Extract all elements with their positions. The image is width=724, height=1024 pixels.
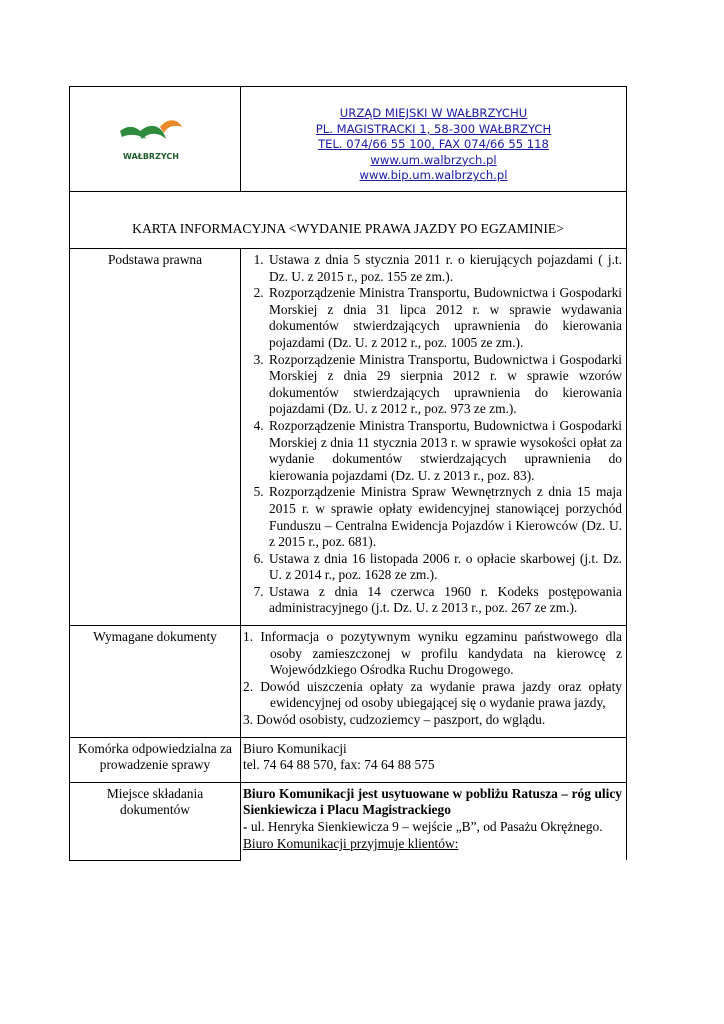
office-address-line: [243, 819, 622, 836]
logo-cell: [70, 87, 241, 192]
submission-place-label: Miejsce składania dokumentów: [70, 782, 241, 860]
required-doc-item: 1. Informacja o pozytywnym wyniku egzaminu państwowego dla osoby zamieszczonej w profilu kandydata na kierowcę z Wojewódzkiego Ośrodka Ruchu Drogowego.: [243, 629, 622, 678]
legal-basis-item: 3. Rozporządzenie Ministra Transportu, Budownictwa i Gospodarki Morskiej z dnia 29 sierpnia 2012 r. w sprawie wzorów dokumentów stwierdzających uprawnienia do kierowania pojazdami (Dz. U. z 2012 r., poz. 973 ze zm.).: [267, 352, 622, 418]
address-dash: -: [243, 819, 251, 834]
legal-basis-item: 5. Rozporządzenie Ministra Spraw Wewnętrznych z dnia 15 maja 2015 r. w sprawie opłaty ewidencyjnej stanowiącej porzychód Funduszu – Centralna Ewidencja Pojazdów i Kierowców (Dz. U. z 2015 r., poz. 681).: [267, 484, 622, 550]
legal-basis-list: [243, 252, 622, 617]
legal-basis-item: 6. Ustawa z dnia 16 listopada 2006 r. o opłacie skarbowej (j.t. Dz. U. z 2014 r., poz. 1628 ze zm.).: [267, 551, 622, 584]
office-hours-heading: Biuro Komunikacji przyjmuje klientów:: [243, 835, 459, 851]
legal-basis-item: 2. Rozporządzenie Ministra Transportu, Budownictwa i Gospodarki Morskiej z dnia 31 lipca 2012 r. w sprawie wydawania dokumentów stwierdzających uprawnienia do kierowania pojazdami (Dz. U. z 2012 r., poz. 1005 ze zm.).: [267, 285, 622, 351]
unit-contact: tel. 74 64 88 570, fax: 74 64 88 575: [243, 757, 435, 773]
legal-basis-item: 7. Ustawa z dnia 14 czerwca 1960 r. Kodeks postępowania administracyjnego (j.t. Dz. U. z 2013 r., poz. 267 ze zm.).: [267, 584, 622, 617]
svg-text:WAŁBRZYCH: WAŁBRZYCH: [123, 152, 179, 161]
required-docs-content: [241, 626, 627, 738]
responsible-unit-label: Komórka odpowiedzialna za prowadzenie sprawy: [70, 737, 241, 782]
responsible-unit-content: [241, 737, 627, 782]
website-link[interactable]: www.um.walbrzych.pl: [370, 152, 497, 167]
submission-place-content: [241, 782, 627, 860]
info-card-table: [69, 86, 627, 861]
legal-basis-item: 4. Rozporządzenie Ministra Transportu, Budownictwa i Gospodarki Morskiej z dnia 11 stycznia 2013 r. w sprawie wysokości opłat za wydanie dokumentów stwierdzających uprawnienia do kierowania pojazdami (Dz. U. z 2013 r., poz. 83).: [267, 418, 622, 484]
walbrzych-logo: [116, 113, 186, 171]
required-docs-label: Wymagane dokumenty: [70, 626, 241, 738]
submission-place-row: [70, 782, 627, 860]
title-row: [70, 192, 627, 249]
office-name-link[interactable]: URZĄD MIEJSKI W WAŁBRZYCHU: [339, 106, 528, 120]
office-address-link[interactable]: PL. MAGISTRACKI 1, 58-300 WAŁBRZYCH: [315, 121, 552, 136]
required-docs-row: [70, 626, 627, 738]
responsible-unit-row: [70, 737, 627, 782]
legal-basis-label: Podstawa prawna: [70, 249, 241, 626]
header-row: [70, 87, 627, 192]
title-cell: [70, 192, 627, 249]
bip-link[interactable]: www.bip.um.walbrzych.pl: [359, 168, 508, 183]
required-doc-item: 2. Dowód uiszczenia opłaty za wydanie prawa jazdy oraz opłaty ewidencyjnej od osoby ubiegającej się o wydanie prawa jazdy,: [243, 678, 622, 711]
legal-basis-row: [70, 249, 627, 626]
office-phone-link[interactable]: TEL. 074/66 55 100, FAX 074/66 55 118: [318, 137, 549, 152]
office-location: Biuro Komunikacji jest usytuowane w pobliżu Ratusza – róg ulicy Sienkiewicza i Placu Magistrackiego: [243, 785, 622, 818]
document-title: KARTA INFORMACYJNA <WYDANIE PRAWA JAZDY PO EGZAMINIE>: [132, 220, 564, 236]
legal-basis-content: [241, 249, 627, 626]
office-info-cell: [241, 87, 627, 192]
unit-name: Biuro Komunikacji: [243, 740, 347, 756]
required-doc-item: 3. Dowód osobisty, cudzoziemcy – paszport, do wglądu.: [243, 712, 546, 728]
office-street-address: ul. Henryka Sienkiewicza 9 – wejście „B”, od Pasażu Okrężnego.: [250, 819, 603, 834]
legal-basis-item: 1. Ustawa z dnia 5 stycznia 2011 r. o kierujących pojazdami ( j.t. Dz. U. z 2015 r., poz. 155 ze zm.).: [267, 252, 622, 285]
